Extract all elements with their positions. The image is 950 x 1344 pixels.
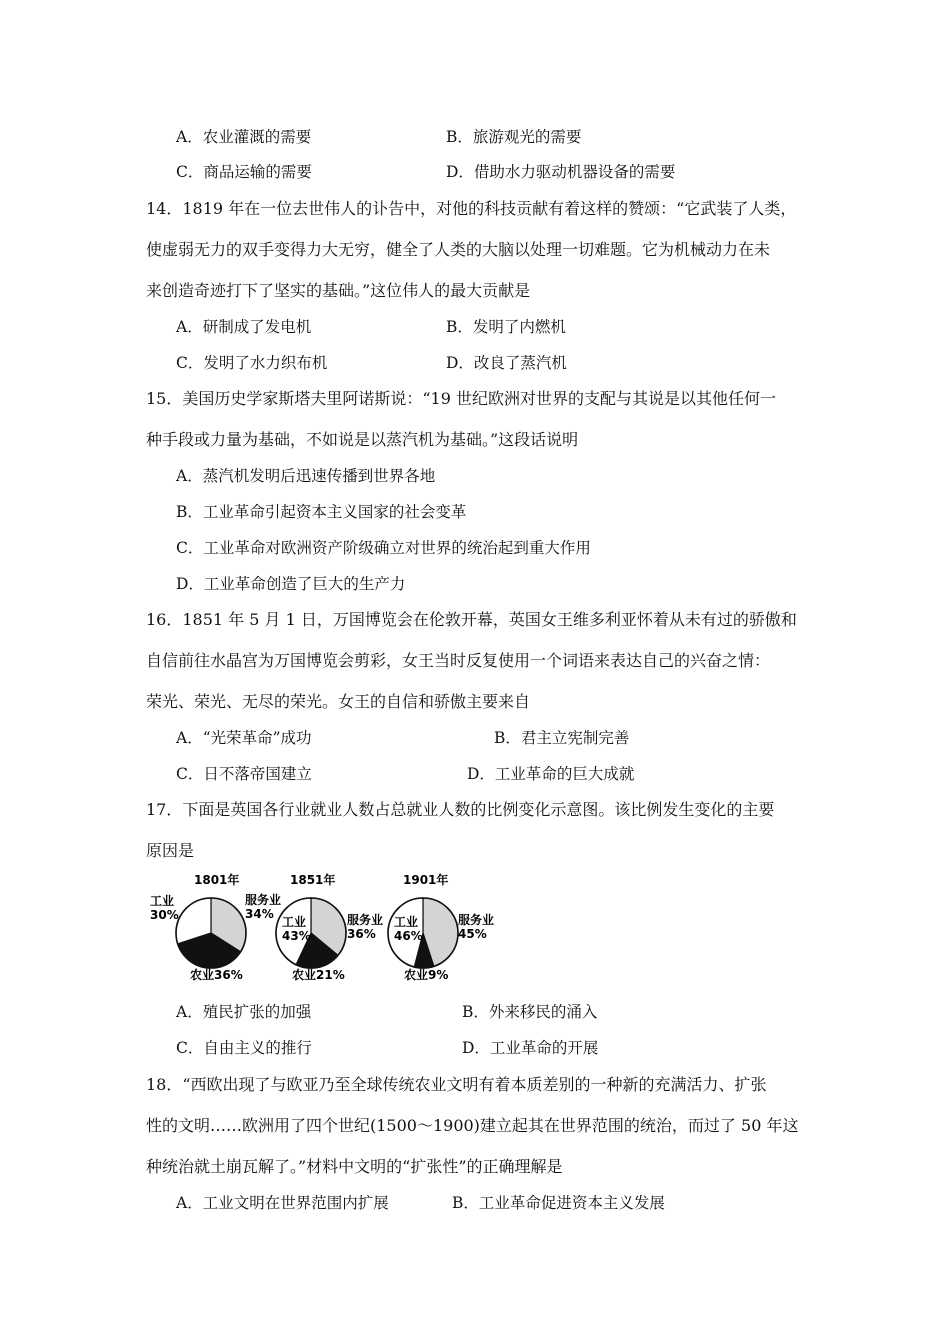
q14-option-c: C．发明了水力织布机 xyxy=(176,354,328,372)
q15-stem-line-2: 种手段或力量为基础，不如说是以蒸汽机为基础。”这段话说明 xyxy=(146,430,579,449)
pie-slice-label-industry: 工业 xyxy=(150,894,175,908)
pie-chart-1851 xyxy=(276,872,383,982)
q16-option-a: A．“光荣革命”成功 xyxy=(176,729,312,747)
pie-slice-pct-service: 36% xyxy=(347,927,376,941)
pie-slice-label-agriculture: 农业 xyxy=(404,968,429,982)
q16-stem-line-3: 荣光、荣光、无尽的荣光。女王的自信和骄傲主要来自 xyxy=(146,692,531,711)
q13-option-d: D．借助水力驱动机器设备的需要 xyxy=(446,163,676,181)
q16-option-d: D．工业革命的巨大成就 xyxy=(467,765,635,783)
pie-slice-label-industry: 工业 xyxy=(282,915,307,929)
q14-option-b: B．发明了内燃机 xyxy=(446,318,566,336)
q15-stem-line-1: 15．美国历史学家斯塔夫里阿诺斯说：“19 世纪欧洲对世界的支配与其说是以其他任何一 xyxy=(146,389,776,408)
q17-stem-line-2: 原因是 xyxy=(146,841,195,860)
pie-year-label: 1851年 xyxy=(290,873,336,887)
pie-year-label: 1901年 xyxy=(403,873,449,887)
q14-option-a: A．研制成了发电机 xyxy=(176,318,312,336)
q17-option-c: C．自由主义的推行 xyxy=(176,1039,312,1057)
pie-chart-1801 xyxy=(150,872,281,982)
q14-stem-line-2: 使虚弱无力的双手变得力大无穷，健全了人类的大脑以处理一切难题。它为机械动力在未 xyxy=(146,240,771,259)
q18-stem-line-1: 18．“西欧出现了与欧亚乃至全球传统农业文明有着本质差别的一种新的充满活力、扩张 xyxy=(146,1075,767,1094)
pie-slice-pct-agriculture: 36% xyxy=(214,968,243,982)
pie-slice-label-agriculture: 农业 xyxy=(190,968,215,982)
q18-stem-line-2: 性的文明……欧洲用了四个世纪(1500～1900)建立起其在世界范围的统治，而过了 50 年这 xyxy=(146,1116,799,1135)
q17-option-b: B．外来移民的涌入 xyxy=(462,1003,598,1021)
q18-stem-line-3: 种统治就土崩瓦解了。”材料中文明的“扩张性”的正确理解是 xyxy=(146,1157,563,1176)
q16-option-b: B．君主立宪制完善 xyxy=(494,729,630,747)
q16-option-c: C．日不落帝国建立 xyxy=(176,765,312,783)
q15-option-c: C．工业革命对欧洲资产阶级确立对世界的统治起到重大作用 xyxy=(176,539,591,557)
q18-option-b: B．工业革命促进资本主义发展 xyxy=(452,1194,665,1212)
employment-pie-charts xyxy=(150,872,500,982)
q16-stem-line-2: 自信前往水晶宫为万国博览会剪彩，女王当时反复使用一个词语来表达自己的兴奋之情： xyxy=(146,651,771,670)
pie-slice-label-service: 服务业 xyxy=(458,913,495,927)
pie-slice-pct-industry: 46% xyxy=(394,929,423,943)
q15-option-a: A．蒸汽机发明后迅速传播到世界各地 xyxy=(176,467,436,485)
q17-option-d: D．工业革命的开展 xyxy=(462,1039,599,1057)
q13-option-a: A．农业灌溉的需要 xyxy=(176,128,312,146)
pie-slice-label-service: 服务业 xyxy=(245,893,282,907)
q15-option-b: B．工业革命引起资本主义国家的社会变革 xyxy=(176,503,467,521)
pie-year-label: 1801年 xyxy=(194,873,240,887)
pie-slice-pct-agriculture: 21% xyxy=(316,968,345,982)
pie-slice-pct-industry: 43% xyxy=(282,929,311,943)
pie-slice-pct-service: 34% xyxy=(245,907,274,921)
pie-slice-pct-industry: 30% xyxy=(150,908,179,922)
pie-chart-1901 xyxy=(388,872,494,982)
pie-slice-pct-service: 45% xyxy=(458,927,487,941)
pie-slice-label-industry: 工业 xyxy=(394,915,419,929)
pie-slice-pct-agriculture: 9% xyxy=(428,968,449,982)
pie-slice-label-service: 服务业 xyxy=(347,913,384,927)
q14-stem-line-1: 14．1819 年在一位去世伟人的讣告中，对他的科技贡献有着这样的赞颂：“它武装了人类， xyxy=(146,199,797,218)
q13-option-b: B．旅游观光的需要 xyxy=(446,128,582,146)
q14-option-d: D．改良了蒸汽机 xyxy=(446,354,567,372)
q18-option-a: A．工业文明在世界范围内扩展 xyxy=(176,1194,389,1212)
q13-option-c: C．商品运输的需要 xyxy=(176,163,312,181)
q17-option-a: A．殖民扩张的加强 xyxy=(176,1003,312,1021)
q14-stem-line-3: 来创造奇迹打下了坚实的基础。”这位伟人的最大贡献是 xyxy=(146,281,531,300)
pie-slice-label-agriculture: 农业 xyxy=(292,968,317,982)
q17-stem-line-1: 17．下面是英国各行业就业人数占总就业人数的比例变化示意图。该比例发生变化的主要 xyxy=(146,800,775,819)
q16-stem-line-1: 16．1851 年 5 月 1 日，万国博览会在伦敦开幕，英国女王维多利亚怀着从未有过的骄傲和 xyxy=(146,610,797,629)
q15-option-d: D．工业革命创造了巨大的生产力 xyxy=(176,575,406,593)
